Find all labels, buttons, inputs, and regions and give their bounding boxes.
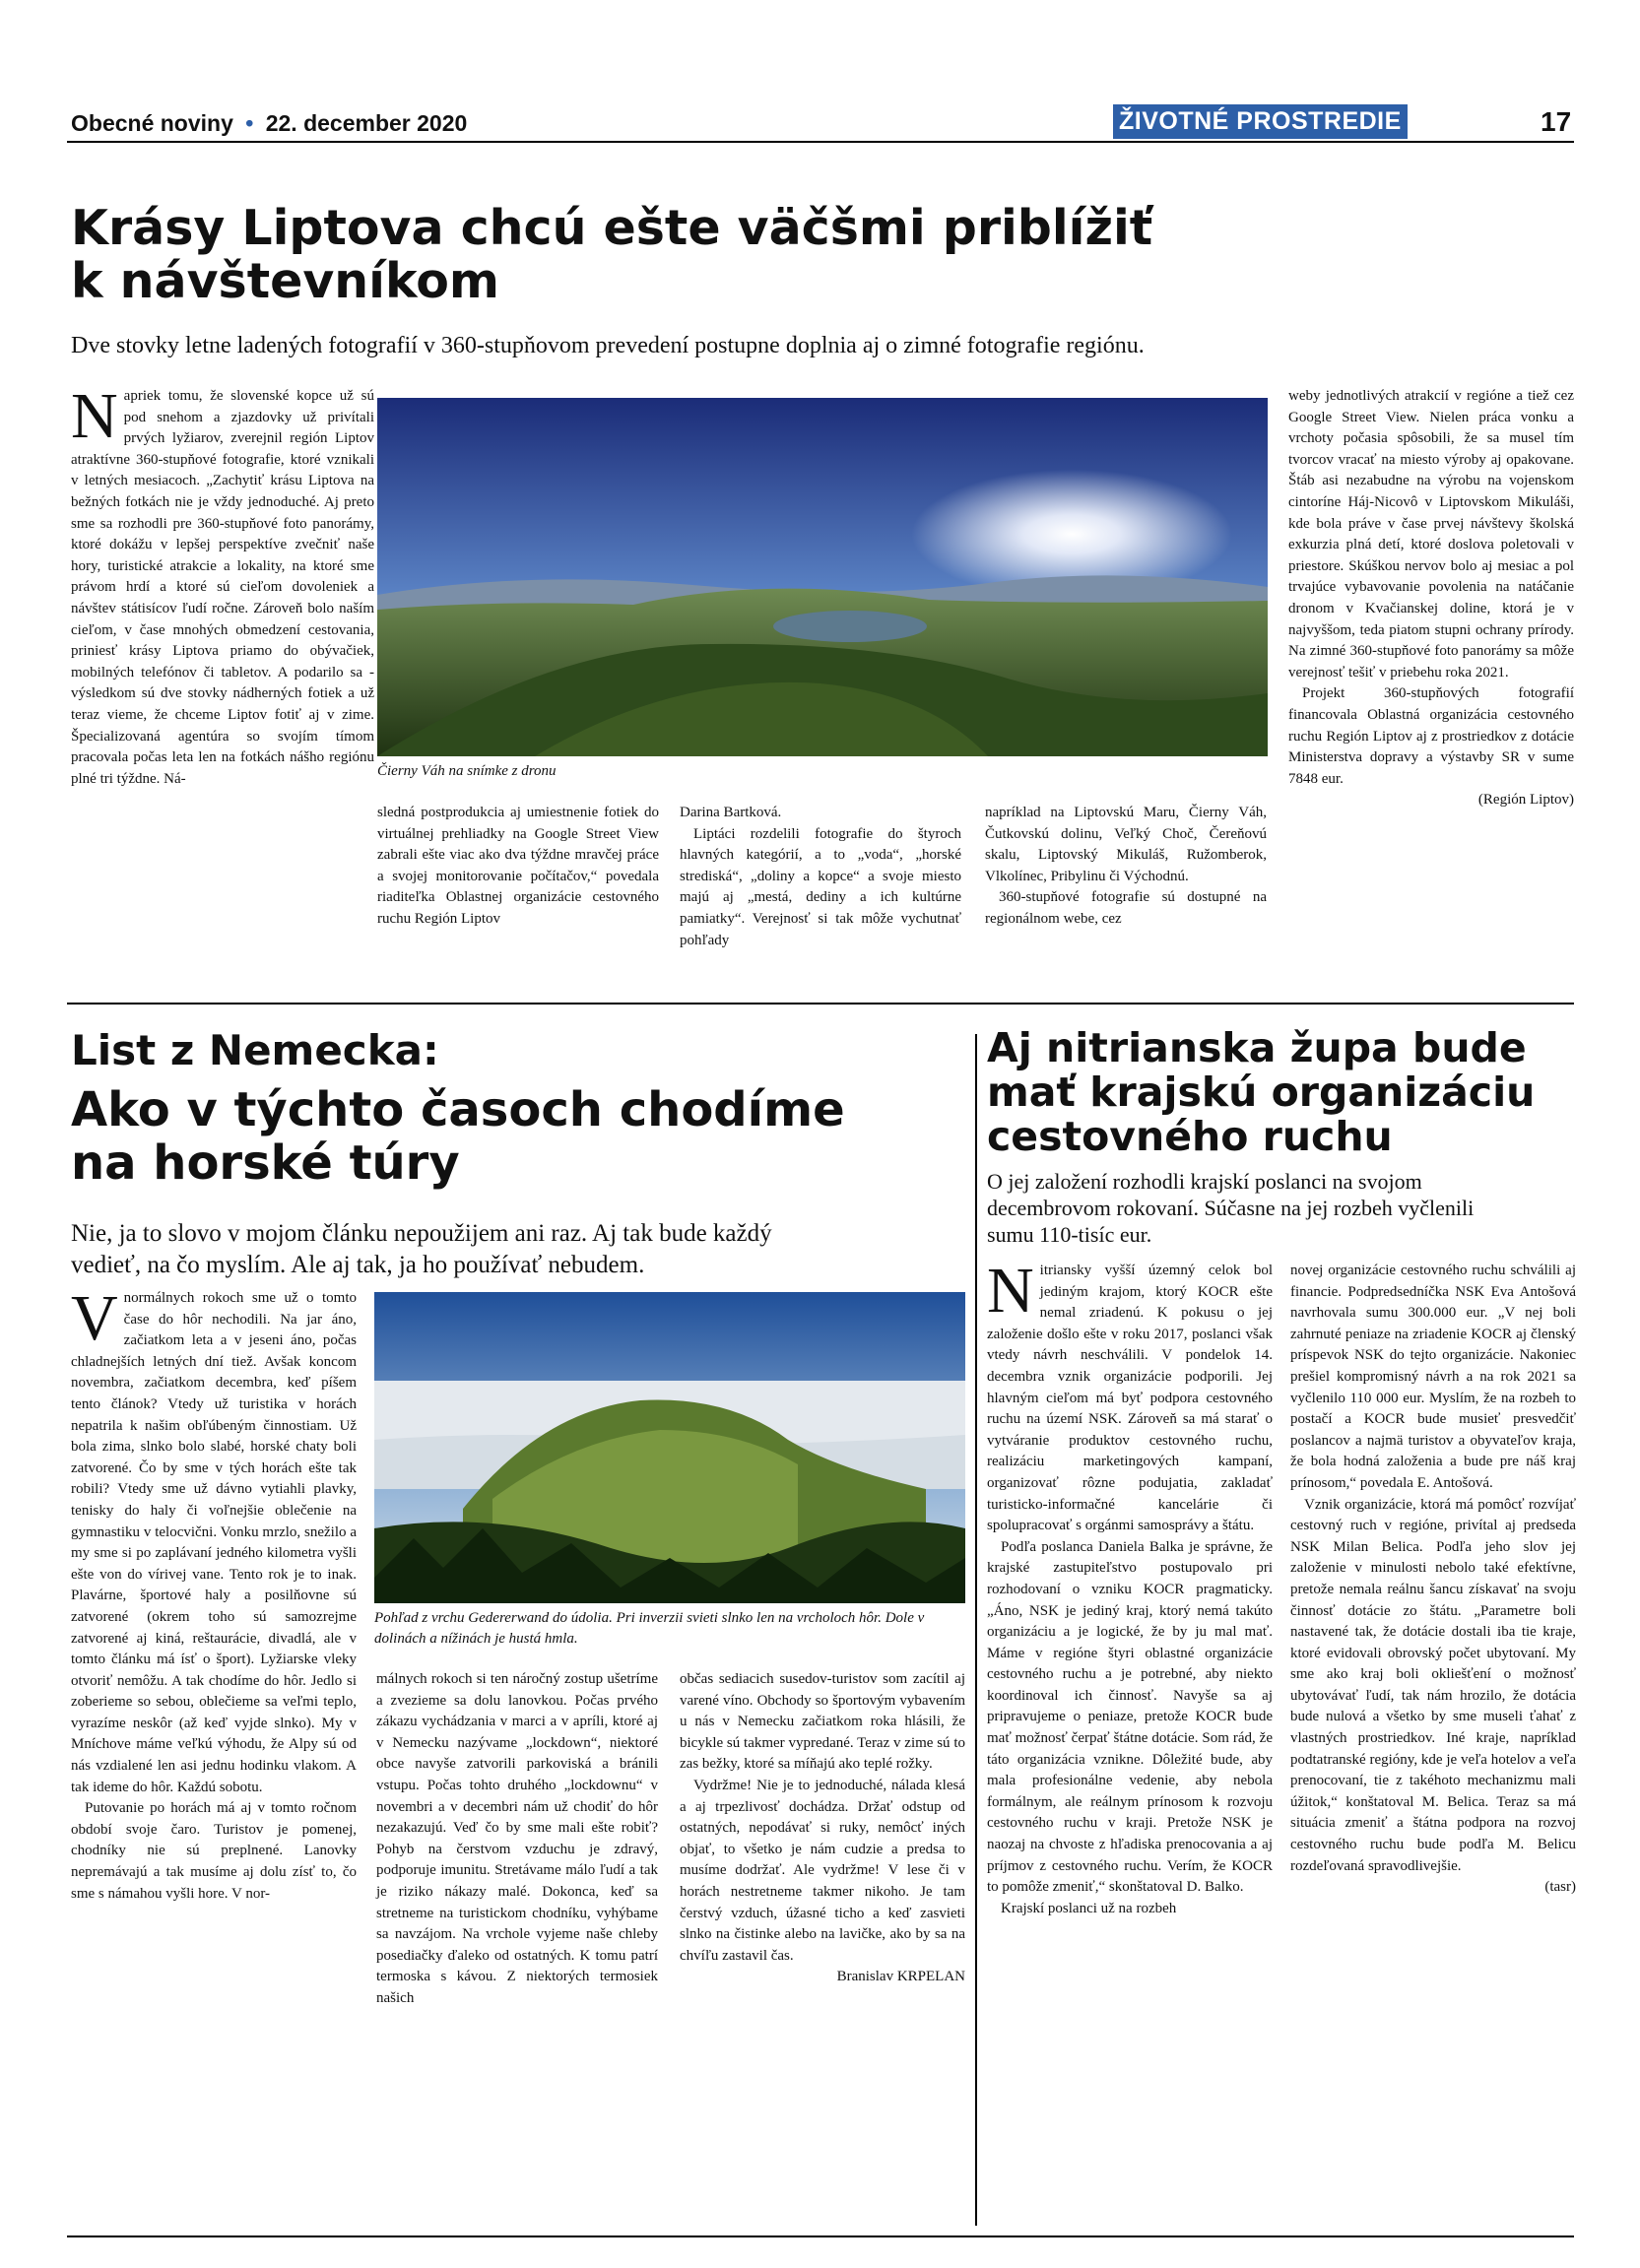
article2-lead [71, 1218, 977, 1281]
bullet: • [245, 110, 254, 136]
article2-col1 [71, 1282, 357, 1905]
article2-col1-text: normálnych rokoch sme už o tomto čase do hôr nechodili. Na jar áno, začiatkom leta a v jeseni áno, počas chladnejších letných dní tiež. Avšak koncom novembra, začiatkom decembra, keď píšem tento článok? Vtedy už turistika v horách nepatrila k našim obľúbeným činnostiam. Už bola zima, slnko bolo slabé, horské chaty boli zatvorené. Čo by sme v tých horách ešte tak robili? Vtedy sme už dávno vytiahli plavky, tenisky do haly či voľnejšie oblečenie na gymnastiku v telocvični. Vonku mrzlo, snežilo a my sme si po zaplávaní jedného kilometra vyšli ešte von do vírivej vane. Tento rok je to inak. Plavárne, športové haly a posilňovne sú zatvorené (okrem toho sú samozrejme zatvorené aj kiná, reštaurácie, divadlá, ale v tomto článku má ísť o šport). Lyžiarske vleky otvoriť nemôžu. A tak chodíme do hôr. Jedlo si zoberieme so sebou, oblečieme sa veľmi teplo, vyrazíme neskôr (až keď vyjde slnko). My v Mníchove máme veľkú výhodu, že Alpy sú od nás vzdialené len asi jednu hodinku vlakom. A tak ideme do hôr. Každú sobotu. [71, 1290, 357, 1795]
article1-col4-text-b: 360-stupňové fotografie sú dostupné na regionálnom webe, cez [985, 889, 1267, 927]
article1-col5-text-a: weby jednotlivých atrakcií v regióne a tiež cez Google Street View. Nielen práca vonku a vrchoty počasia spôsobili, že sa musel tím tvorcov vracať na miesto výroby aj opakovane. Štáb asi nezabudne na výrobu na vojenskom cintoríne Háj-Nicovô v Liptovskom Mikuláši, kde bola práve v čase prvej návštevy školská exkurzia plná detí, ktoré doslova poletovali v priestore. Skúškou nervov bolo aj mesiac a pol trvajúce vybavovanie povolenia na natáčanie dronom v Kvačianskej doline, ktorá je v najvyššom, teda piatom stupni ochrany prírody. Na zimné 360-stupňové foto panorámy sa môže verejnosť tešiť v priebehu roka 2021. [1288, 388, 1574, 680]
article3-lead-line3: sumu 110-tisíc eur. [987, 1222, 1152, 1247]
article1-title-line2: k návštevníkom [71, 253, 499, 309]
mountain-inversion-photo [374, 1292, 965, 1603]
article2-col3-text-b: Vydržme! Nie je to jednoduché, nálada klesá a aj trpezlivosť dochádza. Držať odstup od ostatných, nepodávať si ruky, nemôcť iných objať, to všetko je nám cudzie a predsa to musíme dodržať. Ale vydržme! V lese či v horách nestretneme takmer nikoho. Je tam čerstvý vzduch, úžasné ticho a keď zasvieti slnko na čistinke alebo na lavičke, ako by sa na chvíľu zastavil čas. [680, 1777, 965, 1964]
article2-lead-line1: Nie, ja to slovo v mojom článku nepoužijem ani raz. Aj tak bude každý [71, 1220, 772, 1247]
article1-col1 [71, 380, 374, 790]
article3-signature: (tasr) [1544, 1879, 1576, 1896]
drop-cap: N [71, 380, 118, 452]
liptov-panorama-photo [377, 398, 1268, 756]
section-label: ŽIVOTNÉ PROSTREDIE [1113, 104, 1408, 139]
article2-title-line1: Ako v týchto časoch chodíme [71, 1082, 845, 1137]
article1-col4 [985, 803, 1267, 931]
article1-col5 [1288, 386, 1574, 811]
article2-photo-caption: Pohľad z vrchu Gedererwand do údolia. Pri inverzii svieti slnko len na vrcholoch hôr. Dole v dolinách a nížinách je hustá hmla. [374, 1610, 925, 1647]
article1-col3-text-a: Darina Bartková. [680, 805, 782, 820]
drop-cap: N [987, 1255, 1034, 1327]
section-divider-1 [67, 1003, 1574, 1004]
article2-col2 [376, 1669, 658, 2010]
article3-lead-line1: O jej založení rozhodli krajskí poslanci na svojom [987, 1169, 1422, 1194]
drop-cap: V [71, 1282, 118, 1354]
article1-lead: Dve stovky letne ladených fotografií v 360-stupňovom prevedení postupne doplnia aj o zimné fotografie regiónu. [71, 333, 1145, 358]
article2-lead-line2: vedieť, na čo myslím. Ale aj tak, ja ho používať nebudem. [71, 1252, 645, 1278]
article3-title-line2: mať krajskú organizáciu [987, 1069, 1536, 1116]
article1-col2 [377, 803, 659, 931]
article2-col2-text: málnych rokoch si ten náročný zostup ušetríme a zvezieme sa dolu lanovkou. Počas prvého zákazu vychádzania v marci a v apríli, ktoré aj v Nemecku nazývame „lockdown“, niektoré obce navyše zatvorili parkoviská a bránili vstupu. Počas tohto druhého „lockdownu“ v novembri a v decembri nám už chodiť do hôr nezakazujú. Veď čo by sme mali ešte robiť? Pohyb na čerstvom vzduchu je zdravý, podporuje imunitu. Stretávame málo ľudí a tak je riziko nákazy malé. Dokonca, keď sa stretneme na turistickom chodníku, vyhýbame sa navzájom. Na vrchole vyjeme naše chleby posediačky ďaleko od ostatných. K tomu patrí termoska s kávou. Z niektorých termosiek našich [376, 1671, 658, 2006]
bottom-rule [67, 2236, 1574, 2237]
column-divider [975, 1034, 977, 2226]
article1-col1-text: apriek tomu, že slovenské kopce už sú pod snehom a zjazdovky už privítali prvých lyžiarov, zverejnil región Liptov atraktívne 360-stupňové fotografie, ktoré vznikali v letných mesiacoch. „Zachytiť krásu Liptova na bežných fotkách nie je vždy jednoduché. Aj preto sme sa rozhodli pre 360-stupňové foto panorámy, ktoré dokážu v lepšej perspektíve zvečniť naše hory, turistické atrakcie a lokality, na ktoré sme právom hrdí a ktoré sú cieľom dovoleniek a návštev státisícov ľudí ročne. Zároveň bolo naším cieľom, v čase mnohých obmedzení cestovania, priniesť krásy Liptova priamo do obývačiek, mobilných telefónov či tabletov. A podarilo sa - výsledkom sú dve stovky nádherných fotiek a už teraz vieme, že chceme Liptov fotiť aj v zime. Špecializovaná agentúra so svojím tímom pracovala počas leta len na fotkách nášho regiónu plné tri týždne. Ná- [71, 388, 374, 787]
page-number: 17 [1541, 106, 1572, 137]
article2-col1-text-b: Putovanie po horách má aj v tomto ročnom období svoje čaro. Turistov je pomenej, chodníky nie sú preplnené. Lanovky nepremávajú a tak musíme aj dolu zísť to, čo sme s námahou vyšli hore. V nor- [71, 1800, 357, 1902]
article1-title-line1: Krásy Liptova chcú ešte väčšmi priblížiť [71, 200, 1153, 256]
article1-col3 [680, 803, 961, 951]
article3-col2 [1290, 1261, 1576, 1899]
paper-title: Obecné noviny [71, 110, 233, 136]
article2-title [71, 1083, 977, 1190]
article1-col5-text-b: Projekt 360-stupňových fotografií financovala Oblastná organizácia cestovného ruchu Región Liptov aj z prostriedkov z dotácie Ministerstva dopravy a výstavby SR v sume 7848 eur. [1288, 685, 1574, 787]
article3-lead-line2: decembrovom rokovaní. Súčasne na jej rozbeh vyčlenili [987, 1196, 1475, 1220]
article1-signature: (Región Liptov) [1477, 792, 1574, 809]
article3-title-line1: Aj nitrianska župa bude [987, 1024, 1527, 1071]
article3-title-line3: cestovného ruchu [987, 1113, 1393, 1160]
article3-col2-text-b: Vznik organizácie, ktorá má pomôcť rozvíjať cestovný ruch v regióne, privítal aj predseda NSK Milan Belica. Podľa jeho slov jej založenie v minulosti nebolo také efektívne, pretože nemala reálnu šancu získavať na svoju činnosť dotácie zo štátu. „Parametre boli nastavené tak, že dotácie dostali iba tie kraje, ktoré evidovali obrovský počet ubytovaní. My sme ako kraj boli okliešťení o možnosť ubytovávať ľudí, tak nám hrozilo, že dotácia bude nulová a všetko by sme museli ťahať z vlastných prostriedkov. Iné kraje, napríklad podtatranské regióny, kde je veľa hotelov a veľa prenocovaní, tie z takéhoto mechanizmu mali úžitok,“ konštatoval M. Belica. Teraz sa má situácia zmeniť a štátna podpora na rozvoj cestovného ruchu bude podľa M. Belicu rozdeľovaná spravodlivejšie. [1290, 1496, 1576, 1874]
article2-kicker: List z Nemecka: [71, 1026, 439, 1074]
article3-title [987, 1026, 1578, 1159]
issue-date: 22. december 2020 [265, 110, 468, 136]
article3-col1-text: itriansky vyšší územný celok bol jediným krajom, ktorý KOCR ešte nemal zriadenú. K pokusu o jej založenie došlo ešte v roku 2017, poslanci však vtedy návrh neschválili. V pondelok 14. decembra vznik organizácie podporili. Jej hlavným cieľom má byť podpora cestovného ruchu na území NSK. Zároveň sa má starať o vytváranie produktov cestovného ruchu, realizáciu marketingových kampaní, organizovať rôzne podujatia, zakladať turisticko-informačné kancelárie či spolupracovať s orgánmi samosprávy a štátu. [987, 1263, 1273, 1534]
article3-col1-text-c: Krajskí poslanci už na rozbeh [1001, 1900, 1177, 1916]
article2-col3-text-a: občas sediacich susedov-turistov som zacítil aj varené víno. Obchody so športovým vybavením u nás v Nemecku začiatkom roka hlásili, že bicykle sú takmer vypredané. Teraz v zime sú to zas bežky, ktoré sa míňajú ako teplé rožky. [680, 1671, 965, 1773]
article2-title-line2: na horské túry [71, 1135, 460, 1191]
header-rule [67, 141, 1574, 143]
paper-name [71, 110, 467, 137]
article1-col3-text-b: Liptáci rozdelili fotografie do štyroch hlavných kategórií, a to „voda“, „horské strediská“, „doliny a kopce“ a svoje miesto majú aj „mestá, dediny a ich kultúrne pamiatky“. Verejnosť si tak môže vychutnať pohľady [680, 825, 961, 948]
article3-lead [987, 1168, 1578, 1248]
article1-col2-text: sledná postprodukcia aj umiestnenie fotiek do virtuálnej prehliadky na Google Street View zabrali ešte viac ako dva týždne mravčej práce a svojej monitorovanie počítačov,“ povedala riaditeľka Oblastnej organizácie cestovného ruchu Región Liptov [377, 805, 659, 927]
article3-col2-text: novej organizácie cestovného ruchu schválili aj financie. Podpredsedníčka NSK Eva Antošová navrhovala sumu 300.000 eur. „V nej boli zahrnuté peniaze na zriadenie KOCR aj členský príspevok NSK do tejto organizácie. Nakoniec prešiel kompromisný návrh a na rok 2021 sa vyčlenilo 110 000 eur. Myslím, že na rozbeh to postačí a KOCR bude musieť presvedčiť poslancov a najmä turistov a obyvateľov kraja, že bola hodná založenia a bude pre náš kraj prínosom,“ povedala E. Antošová. [1290, 1263, 1576, 1491]
article3-col1-text-b: Podľa poslanca Daniela Balka je správne, že krajské zastupiteľstvo postupovalo pri rozhodovaní o vzniku KOCR pragmaticky. „Áno, NSK je jediný kraj, ktorý nemá takúto organizáciu a je logické, že by ju mal mať. Máme v regióne štyri oblastné organizácie cestovného ruchu a je potrebné, aby niekto koordinoval ich činnosť. Navyše sa aj pripravujeme o peniaze, pretože KOCR bude mať možnosť čerpať štátne dotácie. Som rád, že táto organizácia vznikne. Dôležité bude, aby mala profesionálne vedenie, aby nebola formálnym, ale reálnym prínosom k rozvoju cestovného ruchu v kraji. Pretože NSK je naozaj na chvoste z hľadiska prenocovania a aj príjmov z cestovného ruchu. Verím, že KOCR to pomôže zmeniť,“ skonštatoval D. Balko. [987, 1538, 1273, 1896]
article2-col3 [680, 1669, 965, 1988]
article3-col1 [987, 1255, 1273, 1919]
article1-col4-text-a: napríklad na Liptovskú Maru, Čierny Váh, Čutkovskú dolinu, Veľký Choč, Čereňovú skalu, Liptovský Mikuláš, Ružomberok, Vlkolínec, Pribylinu či Východnú. [985, 805, 1267, 884]
article1-title [71, 202, 1588, 308]
article2-signature: Branislav KRPELAN [836, 1969, 965, 1985]
article1-photo-caption: Čierny Váh na snímke z dronu [377, 763, 557, 779]
